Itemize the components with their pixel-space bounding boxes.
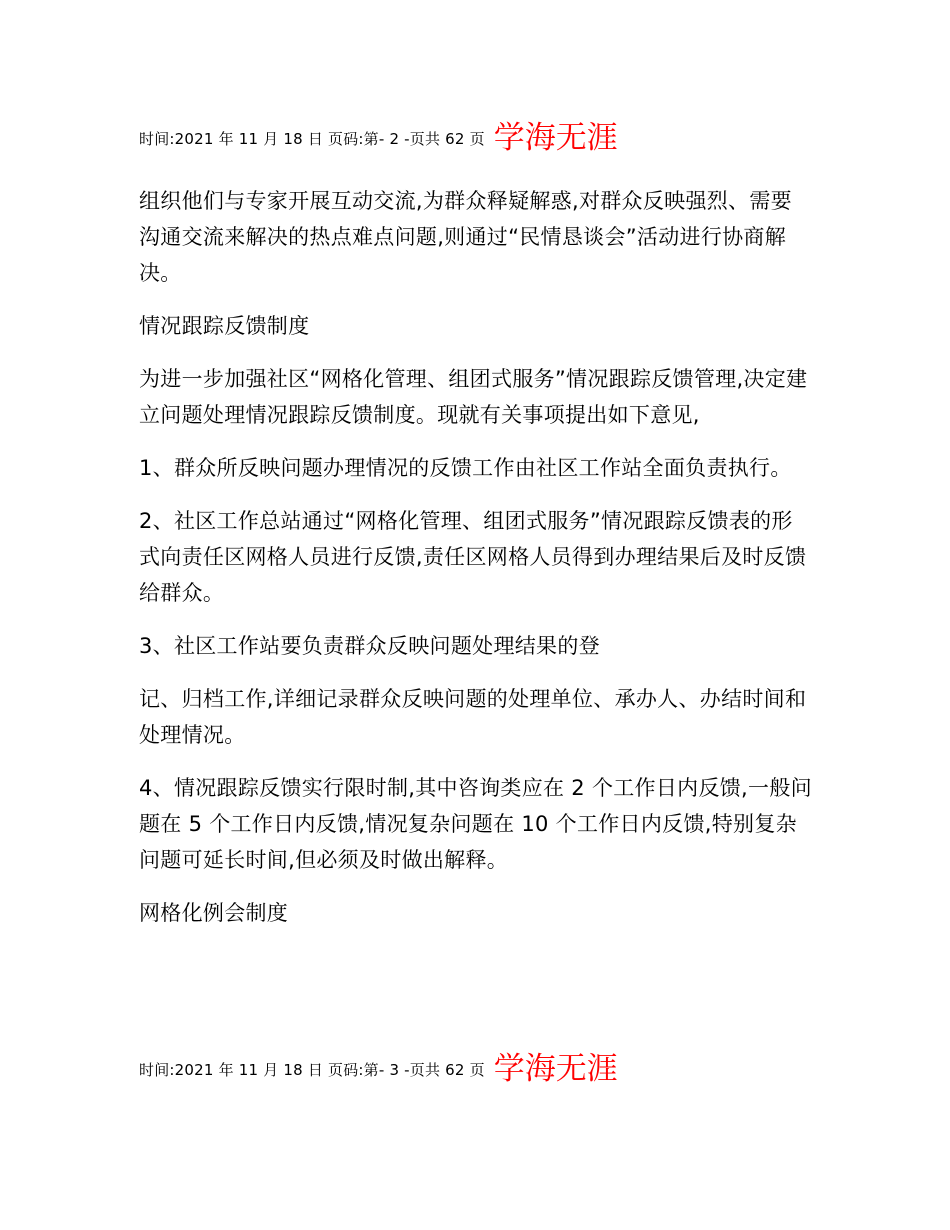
page-header-bottom [139,1049,618,1089]
list-item: 1、群众所反映问题办理情况的反馈工作由社区工作站全面负责执行。 [139,456,792,480]
section-heading: 情况跟踪反馈制度 [139,314,310,338]
header-brand-text: 学海无涯 [493,1050,618,1087]
header-brand-text: 学海无涯 [493,119,618,156]
list-item: 2、社区工作总站通过“网格化管理、组团式服务”情况跟踪反馈表的形式向责任区网格人员进行反馈,责任区网格人员得到办理结果后及时反馈给群众。 [139,509,807,605]
paragraph: 记、归档工作,详细记录群众反映问题的处理单位、承办人、办结时间和处理情况。 [139,687,807,747]
section-heading: 网格化例会制度 [139,901,289,925]
list-item: 4、情况跟踪反馈实行限时制,其中咨询类应在 2 个工作日内反馈,一般问题在 5 个工作日内反馈,情况复杂问题在 10 个工作日内反馈,特别复杂问题可延长时间,但必须及时做出解释。 [139,776,812,872]
page-header-top [139,118,618,158]
header-meta-text: 时间:2021 年 11 月 18 日 页码:第- 2 -页共 62 页 [139,129,485,148]
document-body [139,183,813,948]
paragraph: 组织他们与专家开展互动交流,为群众释疑解惑,对群众反映强烈、需要沟通交流来解决的热点难点问题,则通过“民情恳谈会”活动进行协商解决。 [139,189,792,285]
header-meta-text: 时间:2021 年 11 月 18 日 页码:第- 3 -页共 62 页 [139,1060,485,1079]
paragraph: 为进一步加强社区“网格化管理、组团式服务”情况跟踪反馈管理,决定建立问题处理情况跟踪反馈制度。现就有关事项提出如下意见, [139,367,808,427]
list-item: 3、社区工作站要负责群众反映问题处理结果的登 [139,634,600,658]
